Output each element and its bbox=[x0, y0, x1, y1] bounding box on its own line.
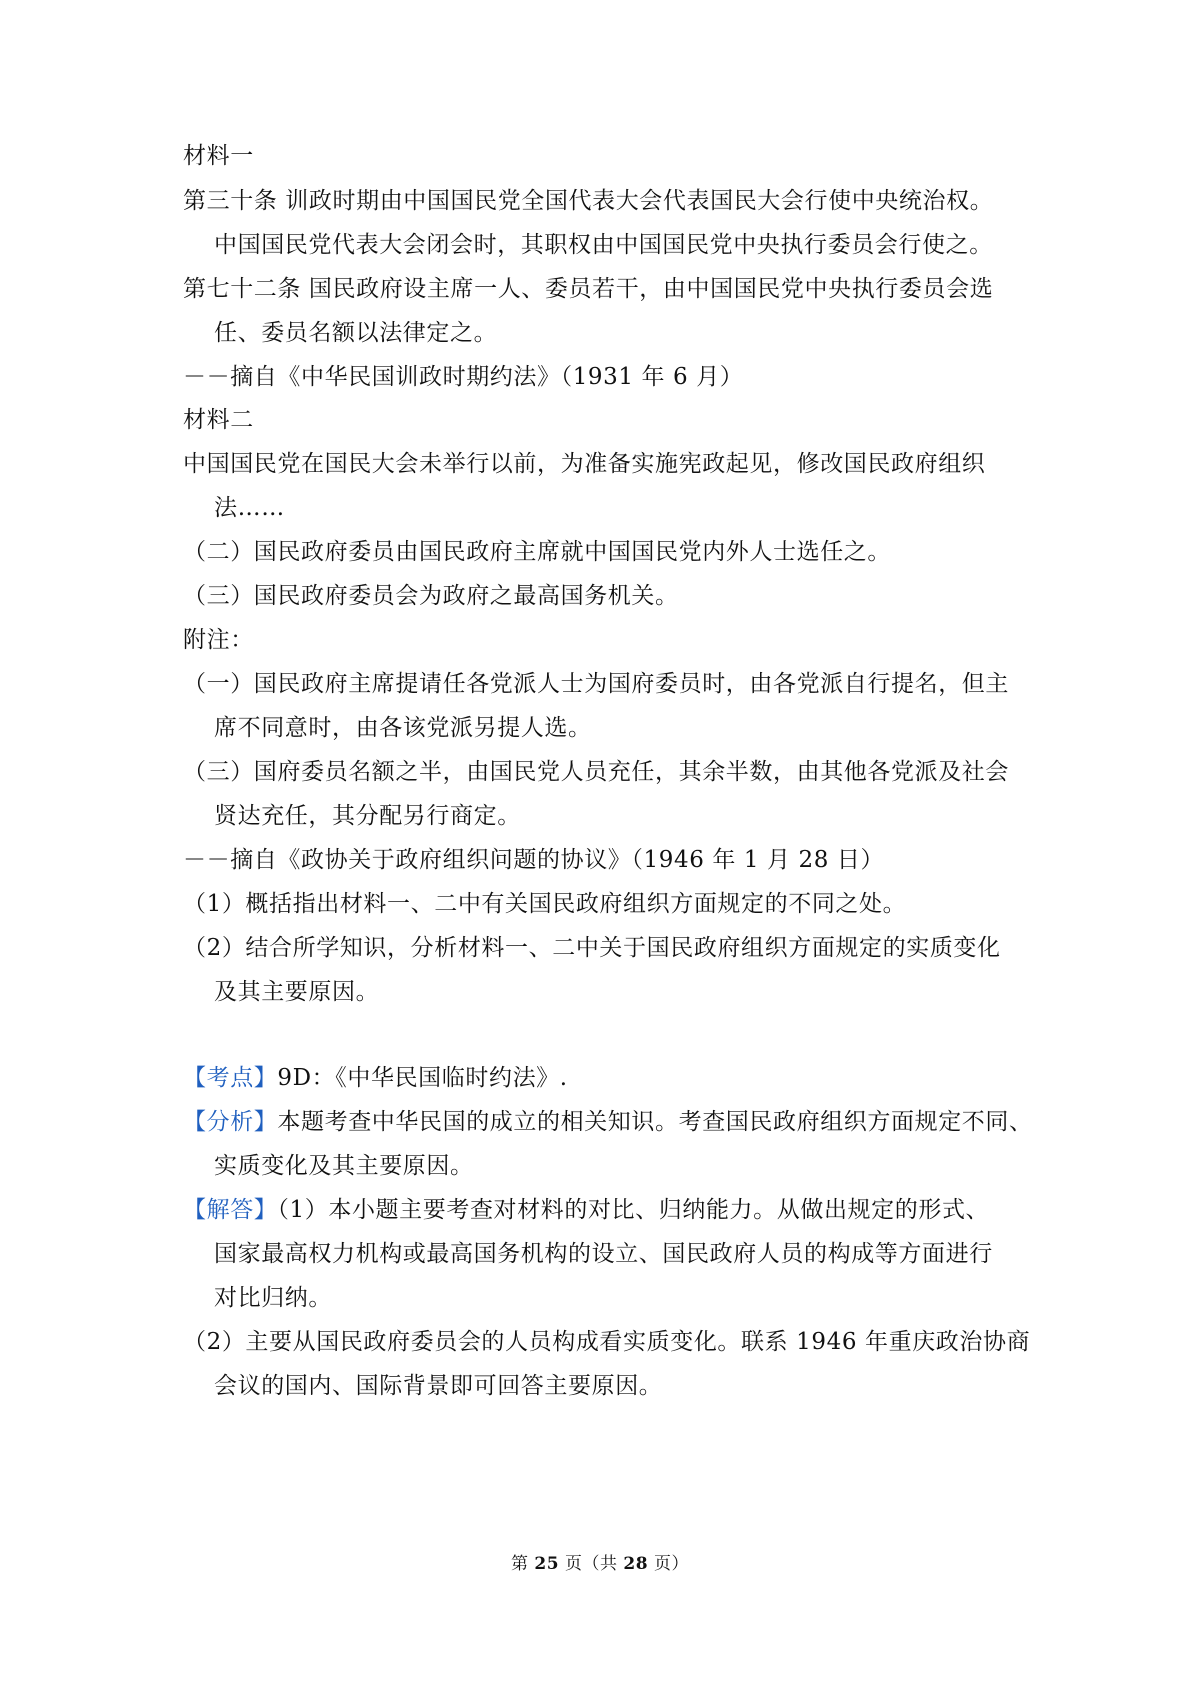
material2-note3-line2: 贤达充任，其分配另行商定。 bbox=[214, 803, 521, 829]
material1-source: －－摘自《中华民国训政时期约法》（1931 年 6 月） bbox=[183, 364, 744, 390]
fenxi-line1 bbox=[183, 1107, 1033, 1137]
footer-page-number: 25 bbox=[534, 1554, 560, 1574]
jieda-line2: 国家最高权力机构或最高国务机构的设立、国民政府人员的构成等方面进行 bbox=[214, 1241, 993, 1267]
material2-item2: （二）国民政府委员由国民政府主席就中国国民党内外人士选任之。 bbox=[183, 539, 891, 565]
footer-middle: 页（共 bbox=[559, 1554, 624, 1574]
jieda-text-line1: （1）本小题主要考查对材料的对比、归纳能力。从做出规定的形式、 bbox=[277, 1197, 990, 1223]
material1-article72-line1: 第七十二条 国民政府设主席一人、委员若干，由中国国民党中央执行委员会选 bbox=[183, 276, 994, 302]
jieda-tag: 【解答】 bbox=[183, 1197, 278, 1223]
material1-article72-line2: 任、委员名额以法律定之。 bbox=[214, 320, 498, 346]
material2-intro-line2: 法…… bbox=[214, 495, 285, 521]
jieda-line3: 对比归纳。 bbox=[214, 1285, 332, 1311]
material2-note1-line1: （一）国民政府主席提请任各党派人士为国府委员时，由各党派自行提名，但主 bbox=[183, 671, 1009, 697]
kaodian-text: 9D：《中华民国临时约法》. bbox=[277, 1065, 568, 1091]
answer-part2-line2: 会议的国内、国际背景即可回答主要原因。 bbox=[214, 1373, 663, 1399]
fenxi-tag: 【分析】 bbox=[183, 1109, 278, 1135]
question-2-line2: 及其主要原因。 bbox=[214, 979, 380, 1005]
footer-suffix: 页） bbox=[648, 1554, 689, 1574]
footer-prefix: 第 bbox=[511, 1554, 535, 1574]
material2-title: 材料二 bbox=[183, 407, 254, 433]
material1-article30-line1: 第三十条 训政时期由中国国民党全国代表大会代表国民大会行使中央统治权。 bbox=[183, 188, 994, 214]
question-1: （1）概括指出材料一、二中有关国民政府组织方面规定的不同之处。 bbox=[183, 891, 907, 917]
footer-total-pages: 28 bbox=[623, 1554, 649, 1574]
jieda-line1 bbox=[183, 1195, 989, 1225]
material1-article30-line2: 中国国民党代表大会闭会时，其职权由中国国民党中央执行委员会行使之。 bbox=[214, 232, 993, 258]
answer-part2-line1: （2）主要从国民政府委员会的人员构成看实质变化。联系 1946 年重庆政治协商 bbox=[183, 1329, 1031, 1355]
material2-source: －－摘自《政协关于政府组织问题的协议》（1946 年 1 月 28 日） bbox=[183, 847, 885, 873]
kaodian-line bbox=[183, 1063, 568, 1093]
question-2-line1: （2）结合所学知识，分析材料一、二中关于国民政府组织方面规定的实质变化 bbox=[183, 935, 1001, 961]
material2-note1-line2: 席不同意时，由各该党派另提人选。 bbox=[214, 715, 592, 741]
kaodian-tag: 【考点】 bbox=[183, 1065, 278, 1091]
material2-item3: （三）国民政府委员会为政府之最高国务机关。 bbox=[183, 583, 679, 609]
material2-intro-line1: 中国国民党在国民大会未举行以前，为准备实施宪政起见，修改国民政府组织 bbox=[183, 451, 986, 477]
material2-note3-line1: （三）国府委员名额之半，由国民党人员充任，其余半数，由其他各党派及社会 bbox=[183, 759, 1009, 785]
material2-note-title: 附注： bbox=[183, 627, 254, 653]
material1-title: 材料一 bbox=[183, 143, 254, 169]
fenxi-line2: 实质变化及其主要原因。 bbox=[214, 1153, 474, 1179]
page-footer bbox=[0, 1552, 1200, 1576]
fenxi-text-line1: 本题考查中华民国的成立的相关知识。考查国民政府组织方面规定不同、 bbox=[277, 1109, 1033, 1135]
